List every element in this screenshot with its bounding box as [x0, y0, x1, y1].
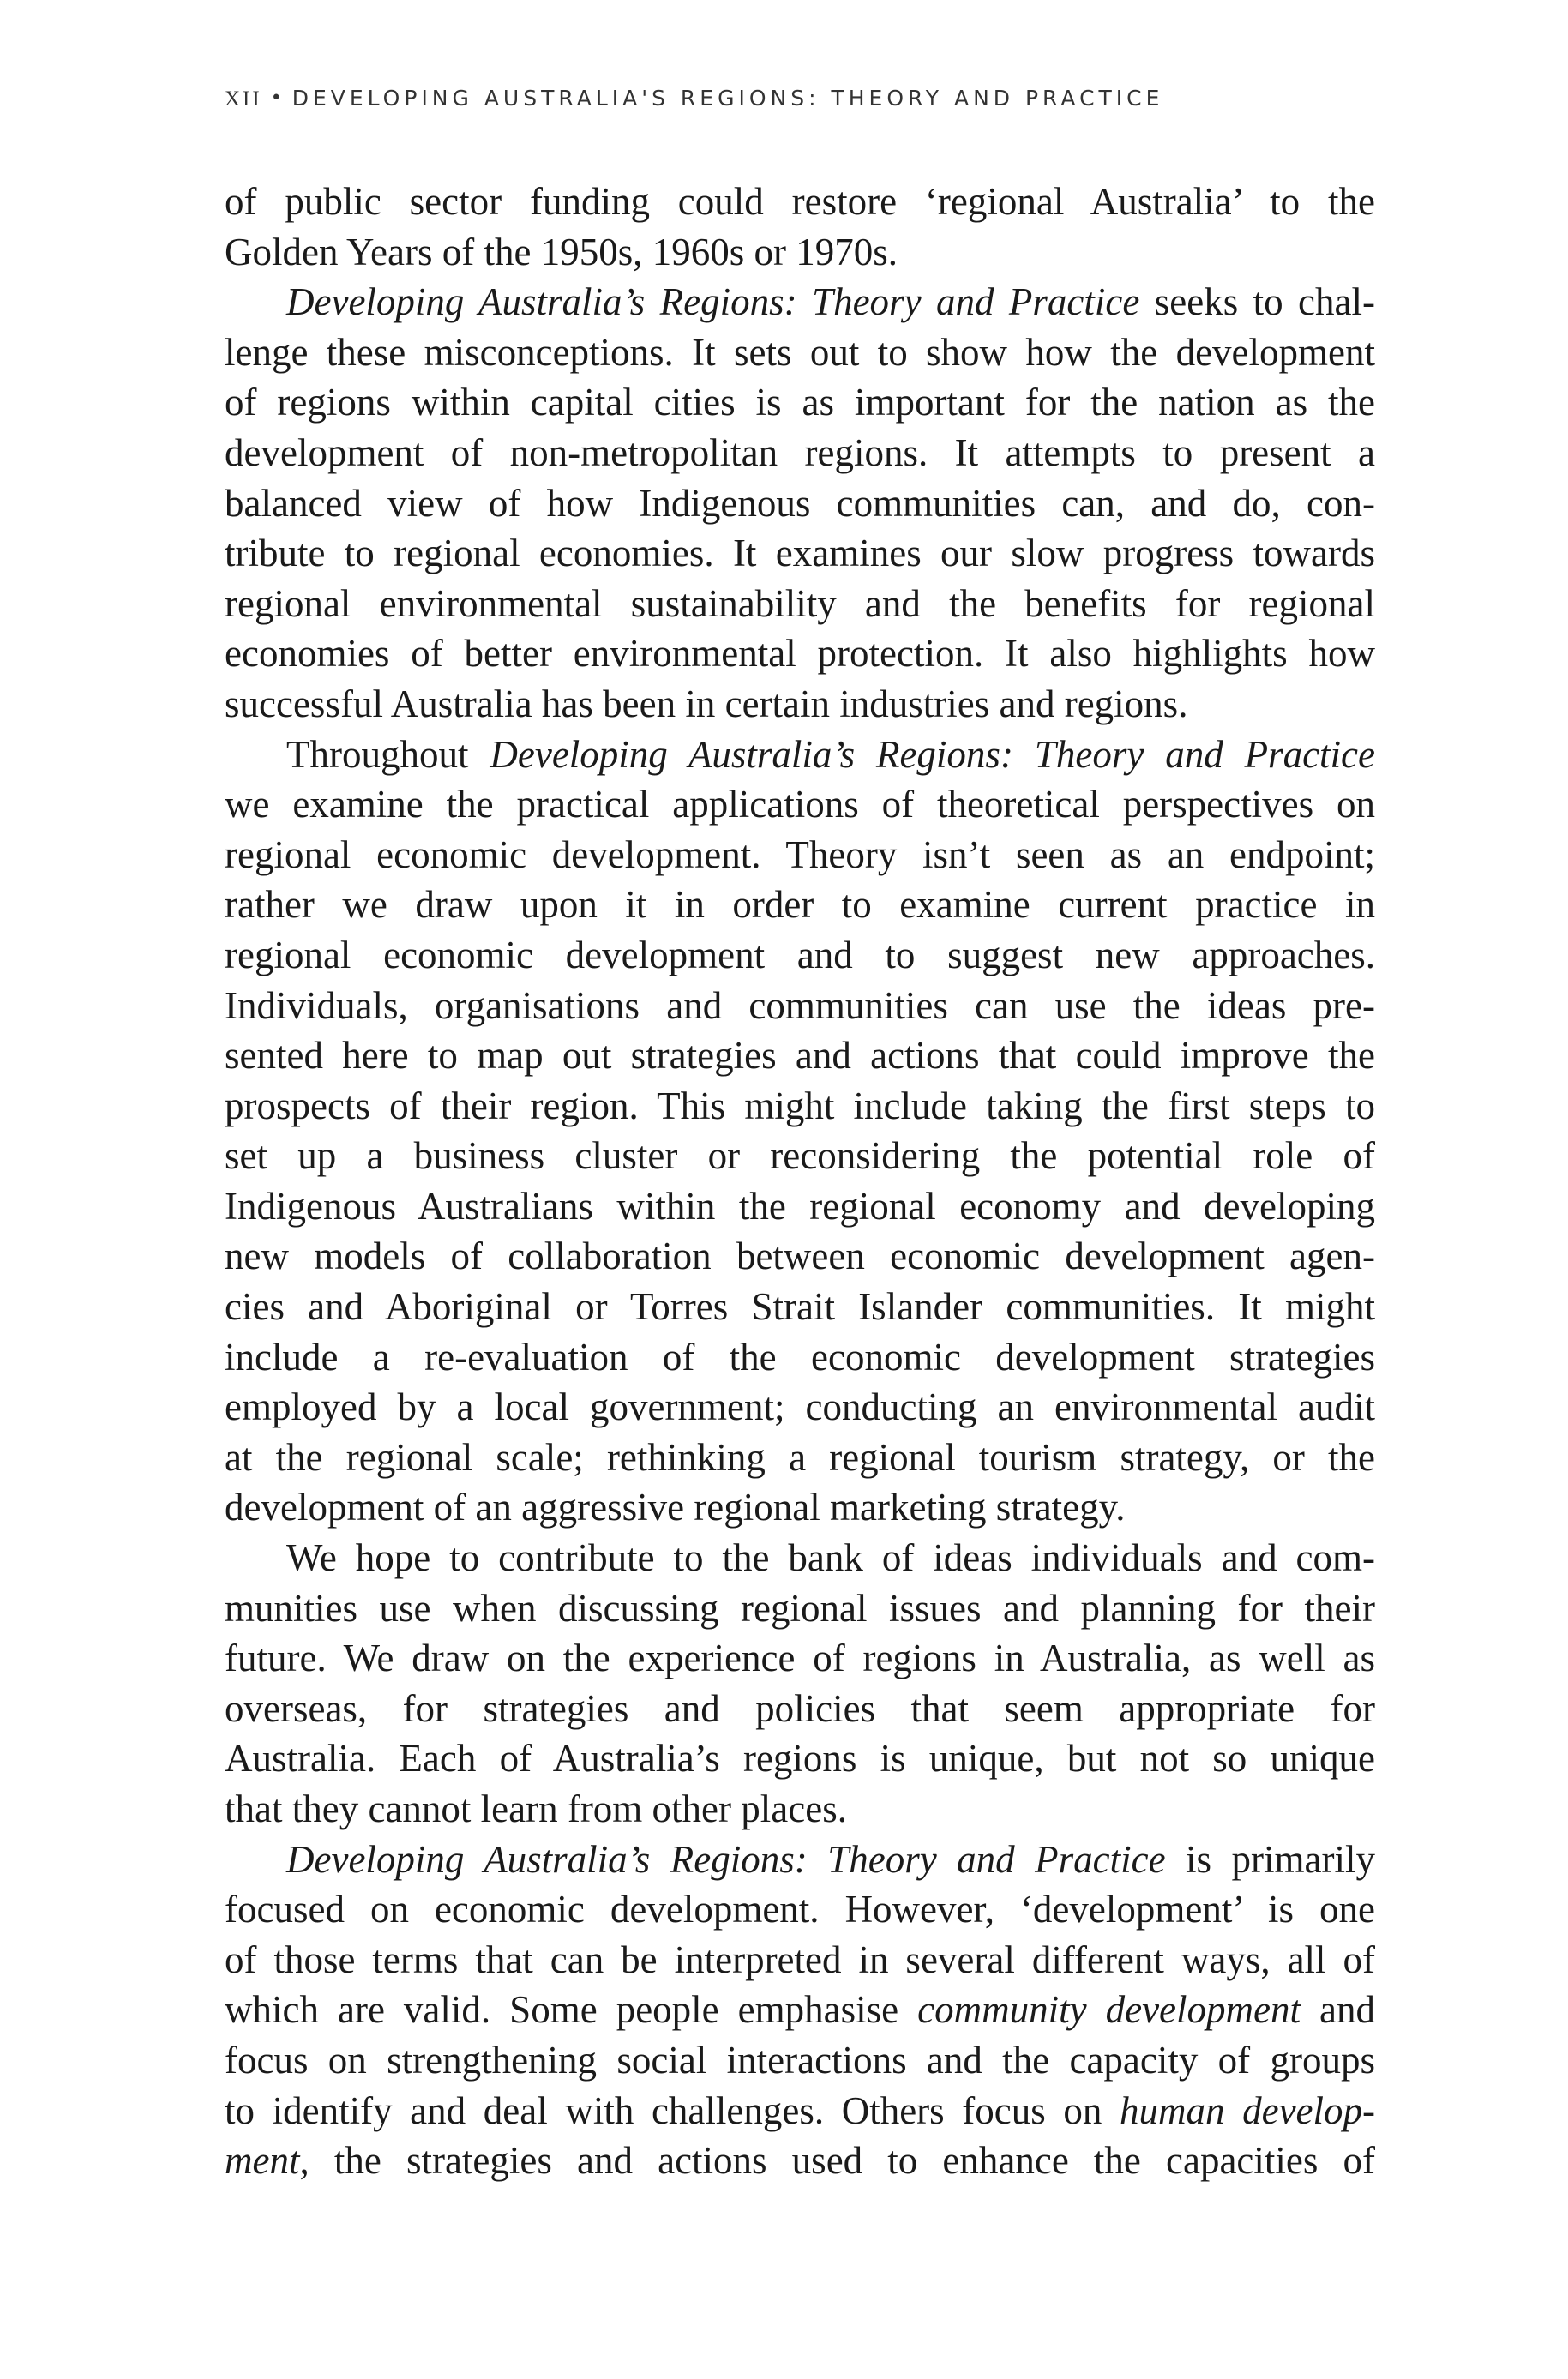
text-line: we examine the practical applications of theoretical perspectives on [225, 783, 1375, 826]
text-line: tribute to regional economies. It examines our slow progress towards [225, 532, 1375, 575]
text-line: rather we draw upon it in order to examine current practice in [225, 883, 1375, 927]
text-line [225, 1985, 1375, 2035]
text-line: development of non-metropolitan regions. It attempts to present a [225, 430, 1375, 474]
text-line [225, 730, 1375, 780]
text-run: seeks to chal- [1139, 280, 1375, 324]
running-title: DEVELOPING AUSTRALIA'S REGIONS: THEORY AND PRACTICE [291, 86, 1164, 111]
text-line [225, 277, 1375, 327]
text-line: Golden Years of the 1950s, 1960s or 1970s. [225, 230, 898, 273]
italic-text: Developing Australia’s Regions: Theory and Practice [490, 732, 1375, 776]
text-line: of those terms that can be interpreted in several different ways, all of [225, 1937, 1375, 1981]
text-run: is primarily [1165, 1837, 1375, 1881]
text-line: at the regional scale; rethinking a regional tourism strategy, or the [225, 1435, 1375, 1479]
text-line [225, 2136, 1375, 2186]
text-line: of regions within capital cities is as important for the nation as the [225, 381, 1375, 424]
text-line: include a re-evaluation of the economic development strategies [225, 1335, 1375, 1379]
text-run: and [1301, 1988, 1375, 2032]
text-line: prospects of their region. This might include taking the first steps to [225, 1084, 1375, 1127]
text-line: development of an aggressive regional marketing strategy. [225, 1486, 1126, 1529]
text-line: that they cannot learn from other places. [225, 1787, 847, 1830]
text-line: focus on strengthening social interactions and the capacity of groups [225, 2038, 1375, 2082]
italic-text: Developing Australia’s Regions: Theory and Practice [286, 280, 1140, 324]
italic-text: Developing Australia’s Regions: Theory and Practice [286, 1837, 1166, 1881]
text-line: regional economic development. Theory isn’t seen as an endpoint; [225, 832, 1375, 876]
text-run: Throughout [286, 732, 490, 776]
text-line: cies and Aboriginal or Torres Strait Islander communities. It might [225, 1285, 1375, 1329]
text-run: which are valid. Some people emphasise [225, 1988, 918, 2032]
text-line: regional environmental sustainability and the benefits for regional [225, 581, 1375, 625]
text-run: to identify and deal with challenges. Others focus on [225, 2088, 1120, 2132]
bullet-separator: • [270, 87, 282, 109]
text-line: future. We draw on the experience of regions in Australia, as well as [225, 1637, 1375, 1680]
text-line [225, 1835, 1375, 1885]
text-line: We hope to contribute to the bank of ideas individuals and com- [286, 1536, 1375, 1580]
text-line: successful Australia has been in certain industries and regions. [225, 682, 1188, 725]
text-line: balanced view of how Indigenous communities can, and do, con- [225, 481, 1375, 525]
text-line: economies of better environmental protection. It also highlights how [225, 632, 1375, 676]
text-line: employed by a local government; conducting an environmental audit [225, 1385, 1375, 1429]
text-line: Individuals, organisations and communities can use the ideas pre- [225, 983, 1375, 1027]
text-line: of public sector funding could restore ‘regional Australia’ to the [225, 180, 1375, 223]
text-line: overseas, for strategies and policies that seem appropriate for [225, 1686, 1375, 1730]
italic-text: community development [917, 1988, 1301, 2032]
text-line: new models of collaboration between economic development agen- [225, 1235, 1375, 1278]
page-number: XII [225, 87, 262, 111]
text-run: , the strategies and actions used to enhance the capacities of [299, 2139, 1375, 2183]
running-head [225, 86, 1382, 111]
text-line: sented here to map out strategies and actions that could improve the [225, 1034, 1375, 1078]
text-line: Australia. Each of Australia’s regions is unique, but not so unique [225, 1737, 1375, 1781]
text-line [225, 2086, 1375, 2136]
text-line: regional economic development and to suggest new approaches. [225, 933, 1375, 976]
text-line: Indigenous Australians within the regional economy and developing [225, 1184, 1375, 1228]
italic-text: human develop- [1119, 2088, 1375, 2132]
italic-text: ment [225, 2139, 300, 2183]
text-line: set up a business cluster or reconsidering the potential role of [225, 1134, 1375, 1178]
body-text [225, 177, 1375, 2186]
text-line: munities use when discussing regional issues and planning for their [225, 1586, 1375, 1630]
text-line: lenge these misconceptions. It sets out to show how the development [225, 330, 1375, 374]
text-line: focused on economic development. However, ‘development’ is one [225, 1888, 1375, 1931]
